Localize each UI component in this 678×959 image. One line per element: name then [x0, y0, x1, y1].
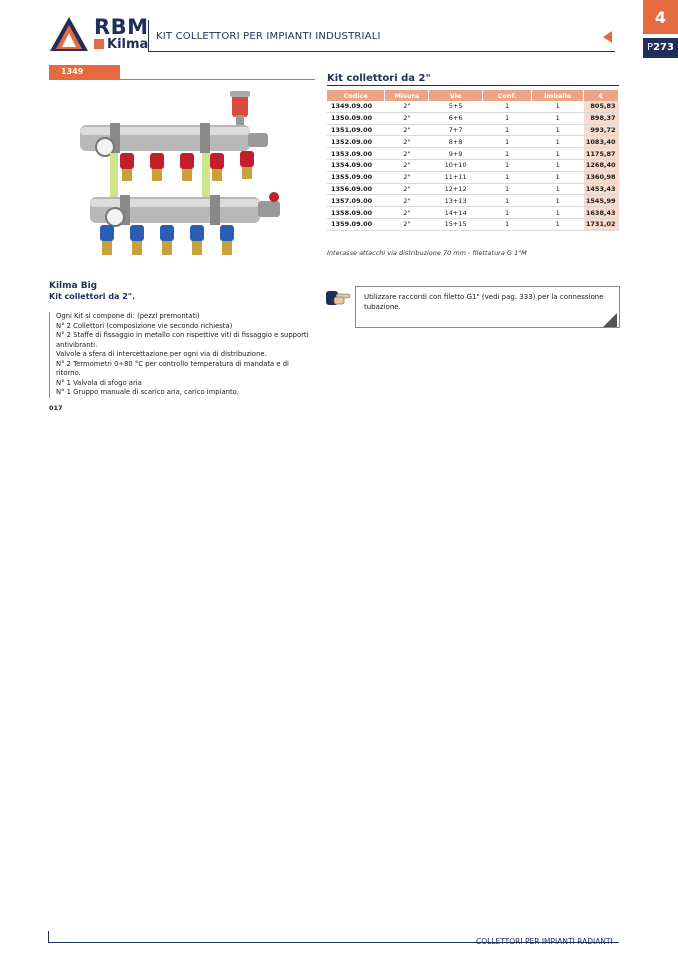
col-header-codice: Codice: [327, 90, 385, 101]
cell-imballo: 1: [532, 101, 584, 112]
cell-conf: 1: [482, 101, 531, 112]
cell-misura: 2": [385, 195, 429, 207]
cell-vie: 7+7: [429, 124, 482, 136]
cell-vie: 10+10: [429, 159, 482, 171]
cell-imballo: 1: [532, 218, 584, 230]
cell-price: 1175,87: [584, 148, 619, 160]
col-header-imballo: Imballo: [532, 90, 584, 101]
table-row: [327, 124, 619, 136]
cell-imballo: 1: [532, 148, 584, 160]
cell-price: 1360,98: [584, 171, 619, 183]
col-header-misura: Misura: [385, 90, 429, 101]
chapter-tab[interactable]: 4: [643, 0, 678, 34]
cell-imballo: 1: [532, 171, 584, 183]
cell-vie: 9+9: [429, 148, 482, 160]
cell-codice: 1351.09.00: [327, 124, 385, 136]
table-row: [327, 195, 619, 207]
cell-conf: 1: [482, 171, 531, 183]
table-row: [327, 101, 619, 112]
table-title-rule: [327, 85, 619, 86]
kilma-mark-icon: [94, 39, 104, 49]
table-note: Interasse attacchi via distribuzione 70 mm - filettatura G 1"M: [327, 249, 527, 257]
description-line: Ogni Kit si compone di: (pezzi premontati): [56, 312, 200, 320]
sub-brand: [94, 38, 148, 52]
product-description: [49, 312, 314, 398]
footer-section-title: COLLETTORI PER IMPIANTI RADIANTI: [476, 937, 613, 946]
cell-vie: 12+12: [429, 183, 482, 195]
cell-codice: 1352.09.00: [327, 136, 385, 148]
cell-price: 898,37: [584, 112, 619, 124]
cell-codice: 1349.09.00: [327, 101, 385, 112]
cell-codice: 1358.09.00: [327, 207, 385, 219]
cell-misura: 2": [385, 159, 429, 171]
table-row: [327, 148, 619, 160]
rbm-logo-icon: [49, 16, 89, 52]
table-row: [327, 183, 619, 195]
cell-price: 1268,40: [584, 159, 619, 171]
cell-conf: 1: [482, 124, 531, 136]
brand-name: RBM: [94, 15, 149, 39]
table-row: [327, 171, 619, 183]
cell-misura: 2": [385, 171, 429, 183]
pointing-hand-icon: [326, 289, 352, 307]
cell-price: 1545,99: [584, 195, 619, 207]
table-row: [327, 159, 619, 171]
cell-codice: 1357.09.00: [327, 195, 385, 207]
cell-imballo: 1: [532, 136, 584, 148]
cell-conf: 1: [482, 112, 531, 124]
table-row: [327, 112, 619, 124]
cell-conf: 1: [482, 183, 531, 195]
page-prefix: P: [647, 42, 654, 53]
cell-imballo: 1: [532, 159, 584, 171]
cell-imballo: 1: [532, 195, 584, 207]
cell-price: 1638,43: [584, 207, 619, 219]
description-line: Valvole a sfera di intercettazione per ogni via di distribuzione.: [56, 350, 267, 358]
page-number: 273: [653, 42, 674, 53]
cell-codice: 1359.09.00: [327, 218, 385, 230]
product-name: Kilma Big: [49, 281, 98, 291]
cell-price: 1731,02: [584, 218, 619, 230]
cell-codice: 1350.09.00: [327, 112, 385, 124]
page-code: 017: [49, 404, 63, 412]
price-table: [327, 90, 619, 231]
cell-codice: 1354.09.00: [327, 159, 385, 171]
table-header-row: [327, 90, 619, 101]
description-line: N° 2 Termometri 0÷80 °C per controllo temperatura di mandata e di ritorno.: [56, 359, 289, 377]
arrow-left-icon: [603, 31, 612, 43]
description-line: N° 1 Valvola di sfogo aria: [56, 378, 142, 387]
cell-price: 805,83: [584, 101, 619, 112]
cell-misura: 2": [385, 148, 429, 160]
cell-imballo: 1: [532, 207, 584, 219]
col-header-conf: Conf.: [482, 90, 531, 101]
description-line: N° 2 Collettori (composizione vie secondo richiesta): [56, 321, 233, 330]
cell-vie: 11+11: [429, 171, 482, 183]
cell-misura: 2": [385, 218, 429, 230]
product-code-tab: 1349: [49, 65, 120, 79]
col-header-vie: Vie: [429, 90, 482, 101]
cell-conf: 1: [482, 148, 531, 160]
table-row: [327, 218, 619, 230]
cell-conf: 1: [482, 207, 531, 219]
cell-conf: 1: [482, 218, 531, 230]
table-row: [327, 207, 619, 219]
table-title: Kit collettori da 2": [327, 73, 431, 84]
cell-conf: 1: [482, 159, 531, 171]
description-line: N° 2 Staffe di fissaggio in metallo con rispettive viti di fissaggio e supporti antivibranti.: [56, 331, 309, 349]
cell-codice: 1355.09.00: [327, 171, 385, 183]
cell-misura: 2": [385, 101, 429, 112]
cell-conf: 1: [482, 195, 531, 207]
cell-codice: 1356.09.00: [327, 183, 385, 195]
cell-price: 1453,43: [584, 183, 619, 195]
cell-imballo: 1: [532, 183, 584, 195]
note-text: Utilizzare raccordi con filetto G1" (vedi pag. 333) per la connessione tubazione.: [364, 293, 604, 311]
cell-imballo: 1: [532, 112, 584, 124]
cell-misura: 2": [385, 183, 429, 195]
cell-misura: 2": [385, 207, 429, 219]
cell-vie: 13+13: [429, 195, 482, 207]
table-row: [327, 136, 619, 148]
note-corner: [603, 313, 617, 327]
cell-price: 1083,40: [584, 136, 619, 148]
cell-imballo: 1: [532, 124, 584, 136]
cell-codice: 1353.09.00: [327, 148, 385, 160]
cell-vie: 14+14: [429, 207, 482, 219]
manifold-kit-image: [60, 85, 300, 275]
page-title: KIT COLLETTORI PER IMPIANTI INDUSTRIALI: [156, 31, 381, 42]
cell-misura: 2": [385, 136, 429, 148]
sub-brand-label: Kilma: [107, 37, 149, 52]
cell-vie: 8+8: [429, 136, 482, 148]
description-line: N° 1 Gruppo manuale di scarico aria, carico impianto.: [56, 388, 239, 396]
cell-vie: 15+15: [429, 218, 482, 230]
note-box: [355, 286, 620, 328]
cell-misura: 2": [385, 112, 429, 124]
page-number-tab: [643, 38, 678, 58]
code-rule: [49, 79, 315, 80]
product-subtitle: Kit collettori da 2".: [49, 292, 135, 301]
cell-misura: 2": [385, 124, 429, 136]
col-header-price: €: [584, 90, 619, 101]
cell-conf: 1: [482, 136, 531, 148]
cell-vie: 6+6: [429, 112, 482, 124]
cell-price: 993,72: [584, 124, 619, 136]
cell-vie: 5+5: [429, 101, 482, 112]
table-body: [327, 101, 619, 230]
